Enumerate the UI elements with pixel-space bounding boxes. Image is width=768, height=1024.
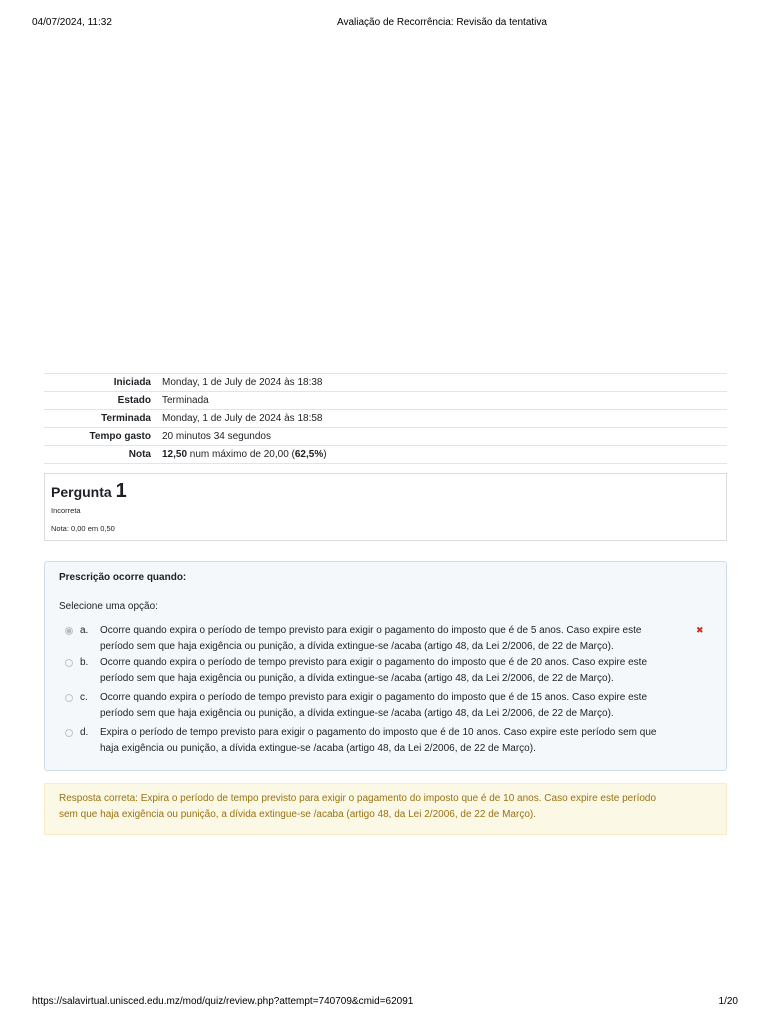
summary-row-started: [44, 374, 727, 392]
option-text-line: haja exigência ou punição, a dívida extingue-se /acaba (artigo 48, da Lei 2/2006, de 22 de Março).: [100, 742, 536, 754]
question-info-box: [44, 473, 727, 541]
option-text-line: período sem que haja exigência ou punição, a dívida extingue-se /acaba (artigo 48, da Lei 2/2006, de 22 de Março).: [100, 672, 614, 684]
summary-value: Monday, 1 de July de 2024 às 18:58: [162, 410, 727, 428]
summary-label: Nota: [44, 446, 162, 464]
feedback-text-line: Resposta correta: Expira o período de tempo previsto para exigir o pagamento do imposto que é de 10 anos. Caso expire este período: [59, 793, 657, 804]
option-letter: d.: [80, 727, 89, 738]
option-text: [100, 655, 647, 686]
summary-label: Estado: [44, 392, 162, 410]
correct-answer-feedback: [44, 783, 727, 835]
summary-label: Iniciada: [44, 374, 162, 392]
question-label: Pergunta: [51, 484, 112, 500]
option-text-line: período sem que haja exigência ou punição, a dívida extingue-se /acaba (artigo 48, da Lei 2/2006, de 22 de Março).: [100, 707, 614, 719]
option-text: [100, 690, 647, 721]
print-page-number: 1/20: [718, 996, 738, 1007]
summary-row-finished: [44, 410, 727, 428]
option-text: [100, 725, 656, 756]
option-text: [100, 623, 641, 654]
grade-close-paren: ): [323, 449, 327, 460]
page-title: Avaliação de Recorrência: Revisão da tentativa: [337, 17, 547, 28]
option-letter: c.: [80, 692, 88, 703]
summary-value: Terminada: [162, 392, 727, 410]
print-datetime: 04/07/2024, 11:32: [32, 17, 112, 28]
question-grade: Nota: 0,00 em 0,50: [51, 524, 115, 533]
summary-row-time-taken: [44, 428, 727, 446]
feedback-text: [59, 791, 656, 823]
answer-option-c[interactable]: [45, 690, 726, 722]
question-number-value: 1: [115, 480, 127, 502]
option-letter: b.: [80, 657, 89, 668]
grade-max-text: num máximo de 20,00 (: [187, 449, 295, 460]
option-text-line: período sem que haja exigência ou punição, a dívida extingue-se /acaba (artigo 48, da Lei 2/2006, de 22 de Março).: [100, 640, 614, 652]
question-formulation-box: [44, 561, 727, 771]
option-text-line: Ocorre quando expira o período de tempo previsto para exigir o pagamento do imposto que é de 20 anos. Caso expire este: [100, 657, 648, 668]
incorrect-icon: [696, 625, 704, 637]
radio-button[interactable]: [65, 627, 73, 635]
answer-option-a[interactable]: [45, 623, 726, 655]
option-text-line: Ocorre quando expira o período de tempo previsto para exigir o pagamento do imposto que é de 5 anos. Caso expire este: [100, 625, 642, 636]
summary-label: Tempo gasto: [44, 428, 162, 446]
print-footer-url: https://salavirtual.unisced.edu.mz/mod/quiz/review.php?attempt=740709&cmid=62091: [32, 996, 414, 1007]
summary-value: Monday, 1 de July de 2024 às 18:38: [162, 374, 727, 392]
question-prompt: Prescrição ocorre quando:: [59, 572, 187, 583]
question-number: [51, 479, 127, 504]
question-state: Incorreta: [51, 506, 81, 515]
attempt-summary-table: [44, 373, 727, 464]
grade-score: 12,50: [162, 449, 188, 460]
question-instruction: Selecione uma opção:: [59, 601, 158, 612]
option-letter: a.: [80, 625, 89, 636]
answer-option-b[interactable]: [45, 655, 726, 687]
answer-option-d[interactable]: [45, 725, 726, 757]
grade-percent: 62,5%: [294, 449, 324, 460]
summary-grade-value: [162, 446, 727, 464]
radio-button[interactable]: [65, 659, 73, 667]
option-text-line: Ocorre quando expira o período de tempo previsto para exigir o pagamento do imposto que é de 15 anos. Caso expire este: [100, 692, 648, 703]
summary-value: 20 minutos 34 segundos: [162, 428, 727, 446]
feedback-text-line: sem que haja exigência ou punição, a dívida extingue-se /acaba (artigo 48, da Lei 2/2006, de 22 de Março).: [59, 809, 536, 820]
summary-row-state: [44, 392, 727, 410]
summary-row-grade: [44, 446, 727, 464]
radio-button[interactable]: [65, 729, 73, 737]
radio-button[interactable]: [65, 694, 73, 702]
summary-label: Terminada: [44, 410, 162, 428]
option-text-line: Expira o período de tempo previsto para exigir o pagamento do imposto que é de 10 anos. Caso expire este período sem que: [100, 727, 657, 738]
